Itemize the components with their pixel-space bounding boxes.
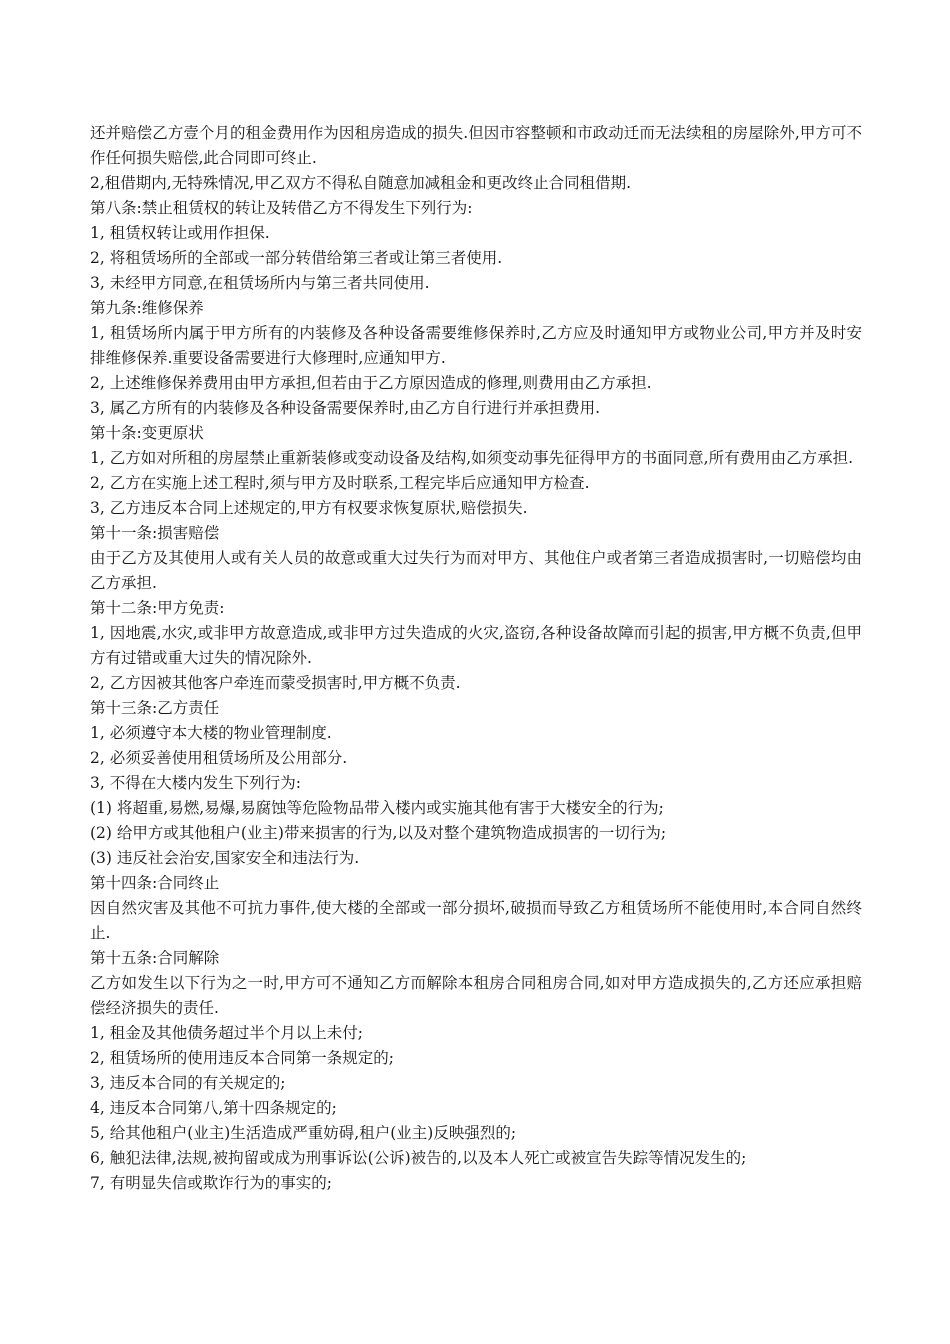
- paragraph: 第十三条:乙方责任: [90, 699, 220, 717]
- paragraph: (3) 违反社会治安,国家安全和违法行为.: [90, 849, 360, 867]
- paragraph: 1, 必须遵守本大楼的物业管理制度.: [90, 724, 332, 742]
- paragraph: 2, 上述维修保养费用由甲方承担,但若由于乙方原因造成的修理,则费用由乙方承担.: [90, 374, 652, 392]
- paragraph: 3, 属乙方所有的内装修及各种设备需要保养时,由乙方自行进行并承担费用.: [90, 399, 601, 417]
- paragraph: 3, 违反本合同的有关规定的;: [90, 1074, 286, 1092]
- paragraph: 2, 将租赁场所的全部或一部分转借给第三者或让第三者使用.: [90, 249, 503, 267]
- paragraph: 第九条:维修保养: [90, 299, 204, 317]
- paragraph: 5, 给其他租户(业主)生活造成严重妨碍,租户(业主)反映强烈的;: [90, 1124, 517, 1142]
- paragraph: 2,租借期内,无特殊情况,甲乙双方不得私自随意加减租金和更改终止合同租借期.: [90, 174, 632, 192]
- paragraph: 2, 必须妥善使用租赁场所及公用部分.: [90, 749, 348, 767]
- paragraph: 第十二条:甲方免责:: [90, 599, 225, 617]
- paragraph: 2, 乙方在实施上述工程时,须与甲方及时联系,工程完毕后应通知甲方检查.: [90, 474, 590, 492]
- paragraph: 1, 租赁场所内属于甲方所有的内装修及各种设备需要维修保养时,乙方应及时通知甲方或物业公司,甲方并及时安排维修保养.重要设备需要进行大修理时,应通知甲方.: [90, 324, 862, 367]
- paragraph: 第十一条:损害赔偿: [90, 524, 220, 542]
- paragraph: 3, 不得在大楼内发生下列行为:: [90, 774, 301, 792]
- paragraph: 1, 租赁权转让或用作担保.: [90, 224, 270, 242]
- paragraph: (1) 将超重,易燃,易爆,易腐蚀等危险物品带入楼内或实施其他有害于大楼安全的行为;: [90, 799, 664, 817]
- paragraph: 乙方如发生以下行为之一时,甲方可不通知乙方而解除本租房合同租房合同,如对甲方造成损失的,乙方还应承担赔偿经济损失的责任.: [90, 974, 862, 1017]
- paragraph: 7, 有明显失信或欺诈行为的事实的;: [90, 1174, 332, 1192]
- paragraph: 1, 租金及其他债务超过半个月以上未付;: [90, 1024, 363, 1042]
- paragraph: 4, 违反本合同第八,第十四条规定的;: [90, 1099, 337, 1117]
- paragraph: 1, 乙方如对所租的房屋禁止重新装修或变动设备及结构,如须变动事先征得甲方的书面同意,所有费用由乙方承担.: [90, 449, 854, 467]
- paragraph: 还并赔偿乙方壹个月的租金费用作为因租房造成的损失.但因市容整顿和市政动迁而无法续租的房屋除外,甲方可不作任何损失赔偿,此合同即可终止.: [90, 124, 862, 167]
- paragraph: 2, 乙方因被其他客户牵连而蒙受损害时,甲方概不负责.: [90, 674, 461, 692]
- paragraph: 第八条:禁止租赁权的转让及转借乙方不得发生下列行为:: [90, 199, 473, 217]
- paragraph: 3, 乙方违反本合同上述规定的,甲方有权要求恢复原状,赔偿损失.: [90, 499, 528, 517]
- paragraph: 第十四条:合同终止: [90, 874, 220, 892]
- paragraph: 第十五条:合同解除: [90, 949, 220, 967]
- paragraph: 6, 触犯法律,法规,被拘留或成为刑事诉讼(公诉)被告的,以及本人死亡或被宣告失踪等情况发生的;: [90, 1149, 747, 1167]
- paragraph: (2) 给甲方或其他租户(业主)带来损害的行为,以及对整个建筑物造成损害的一切行为;: [90, 824, 667, 842]
- document-page: [90, 121, 862, 1196]
- paragraph: 2, 租赁场所的使用违反本合同第一条规定的;: [90, 1049, 394, 1067]
- paragraph: 第十条:变更原状: [90, 424, 204, 442]
- paragraph: 3, 未经甲方同意,在租赁场所内与第三者共同使用.: [90, 274, 430, 292]
- paragraph: 由于乙方及其使用人或有关人员的故意或重大过失行为而对甲方、其他住户或者第三者造成损害时,一切赔偿均由乙方承担.: [90, 549, 862, 592]
- paragraph: 因自然灾害及其他不可抗力事件,使大楼的全部或一部分损坏,破损而导致乙方租赁场所不能使用时,本合同自然终止.: [90, 899, 862, 942]
- paragraph: 1, 因地震,水灾,或非甲方故意造成,或非甲方过失造成的火灾,盗窃,各种设备故障而引起的损害,甲方概不负责,但甲方有过错或重大过失的情况除外.: [90, 624, 862, 667]
